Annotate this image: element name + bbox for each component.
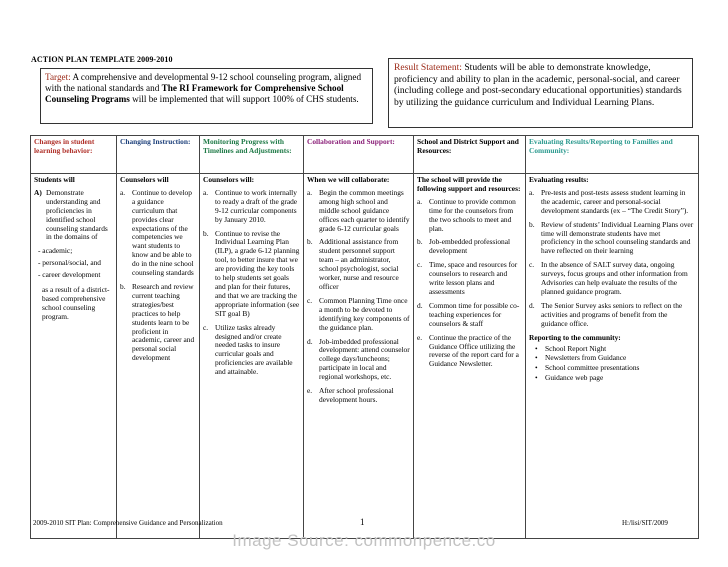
target-text-2: will be implemented that will support 100% of CHS students. xyxy=(129,94,359,104)
col6-head: Evaluating results: xyxy=(529,175,589,184)
list-item: e. After school professional development hours. xyxy=(307,386,394,404)
list-item: b. Continue to revise the Individual Learning Plan (ILP), a grade 6-12 planning tool, to better insure that we are providing the key tools to help students set goals and plan for their futures, and that we are tracking the appropriate information (see SIT goal B) xyxy=(203,228,300,318)
target-box xyxy=(40,68,373,124)
bullet-icon: • xyxy=(535,353,538,363)
table-body-row xyxy=(31,174,699,539)
list-item: • Newsletters from Guidance xyxy=(535,353,627,363)
header-monitoring-progress: Monitoring Progress with Timelines and Adjustments: xyxy=(200,136,304,174)
header-school-support: School and District Support and Resources: xyxy=(414,136,526,174)
list-item: c. Time, space and resources for counselors to research and write lesson plans and assessments xyxy=(417,260,518,296)
list-item: c. Utilize tasks already designed and/or create needed tasks to insure curricular goals and proficiencies are available and attainable. xyxy=(203,322,293,377)
list-item: a. Continue to develop a guidance curriculum that provides clear expectations of the competencies we want students to know and be able to do in the nine school counseling standards xyxy=(120,187,194,278)
col5-head: The school will provide the following support and resources: xyxy=(417,175,521,193)
header-student-learning: Changes in student learning behavior: xyxy=(31,136,117,174)
list-item: b. Job-embedded professional development xyxy=(417,237,511,256)
footer-right: H:/lisi/SIT/2009 xyxy=(622,519,668,527)
list-item: b. Review of students’ Individual Learning Plans over time will demonstrate students have met proficiency in the school counseling standards and have reflected on their learning xyxy=(529,219,694,256)
footer-left: 2009-2010 SIT Plan: Comprehensive Guidance and Personalization xyxy=(33,519,223,527)
cell-school-support xyxy=(414,174,526,539)
header-collaboration: Collaboration and Support: xyxy=(304,136,414,174)
col1-tail: as a result of a district-based comprehensive school counseling program. xyxy=(42,285,110,321)
reporting-head: Reporting to the community: xyxy=(529,332,621,342)
target-text-1: A comprehensive and developmental 9-12 school counseling program, aligned with the national standards and xyxy=(45,72,362,93)
target-framework: The RI Framework for Comprehensive School Counseling Programs xyxy=(45,83,344,104)
cell-students xyxy=(31,174,117,539)
col3-head: Counselors will: xyxy=(203,175,255,184)
document-title: ACTION PLAN TEMPLATE 2009-2010 xyxy=(31,55,173,64)
list-item: d. Job-imbedded professional development: attend counselor college days/luncheons; participate in local and regional workshops, etc. xyxy=(307,336,410,382)
page-number: 1 xyxy=(360,517,365,527)
list-item: a. Continue to work internally to ready a draft of the grade 9-12 curricular components by January 2010. xyxy=(203,187,298,224)
list-item: • School Report Night xyxy=(535,343,607,353)
list-item: b. Additional assistance from student personnel support team – an administrator, school psychologist, social worker, nurse and resource officer xyxy=(307,237,399,291)
bullet-icon: • xyxy=(535,373,538,383)
table-header-row xyxy=(31,136,699,174)
bullet-icon: • xyxy=(535,363,538,373)
target-label: Target: xyxy=(45,72,71,82)
list-item: d. Common time for possible co-teaching experiences for counselors & staff xyxy=(417,300,520,328)
col4-head: When we will collaborate: xyxy=(307,175,390,184)
cell-evaluating xyxy=(526,174,699,539)
list-item: a. Begin the common meetings among high school and middle school guidance offices each quarter to identify grade 6-12 curricular goals xyxy=(307,187,410,233)
col1-head: Students will xyxy=(34,175,75,184)
header-evaluating-results: Evaluating Results/Reporting to Families and Community: xyxy=(526,136,699,174)
header-changing-instruction: Changing Instruction: xyxy=(117,136,200,174)
list-item: d. The Senior Survey asks seniors to reflect on the activities and programs of benefit from the guidance office. xyxy=(529,300,683,328)
bullet-icon: • xyxy=(535,343,538,353)
list-item: b. Research and review current teaching strategies/best practices to help students learn to be proficient in academic, career and personal social development xyxy=(120,281,195,363)
image-source-watermark: Image Source: commonpence.co xyxy=(232,531,496,550)
result-text: Students will be able to demonstrate knowledge, proficiency and ability to plan in the academic, personal-social, and career (including college and post-secondary educational opportunities) standards by utilizing the guidance curriculum and Individual Learning Plans. xyxy=(394,62,682,108)
domain-academic: - academic; xyxy=(38,246,73,256)
cell-monitoring xyxy=(200,174,304,539)
domain-personal-social: - personal/social, and xyxy=(38,258,102,268)
cell-collaboration xyxy=(304,174,414,539)
domain-career: - career development xyxy=(38,270,101,280)
list-item: a. Continue to provide common time for the counselors from the two schools to meet and plan. xyxy=(417,196,516,233)
list-item: • Guidance web page xyxy=(535,373,604,383)
list-item: c. In the absence of SALT survey data, ongoing surveys, focus groups and other information from Advisories can help evaluate the results of the planned guidance program. xyxy=(529,260,688,296)
action-plan-table xyxy=(30,135,699,539)
result-statement-box xyxy=(388,58,693,128)
list-item: e. Continue the practice of the Guidance Office utilizing the reverse of the report card for a Guidance Newsletter. xyxy=(417,332,519,369)
cell-counselors xyxy=(117,174,200,539)
list-item: • School committee presentations xyxy=(535,363,640,373)
list-item: A) Demonstrate understanding and proficiencies in identified school counseling standards in the domains of xyxy=(34,187,108,242)
col2-head: Counselors will xyxy=(120,175,169,184)
list-item: c. Common Planning Time once a month to be devoted to identifying key components of the guidance plan. xyxy=(307,295,410,332)
list-item: a. Pre-tests and post-tests assess student learning in the academic, career and personal-social development standards (ex – “The Credit Story”). xyxy=(529,187,689,215)
result-label: Result Statement: xyxy=(394,62,462,73)
